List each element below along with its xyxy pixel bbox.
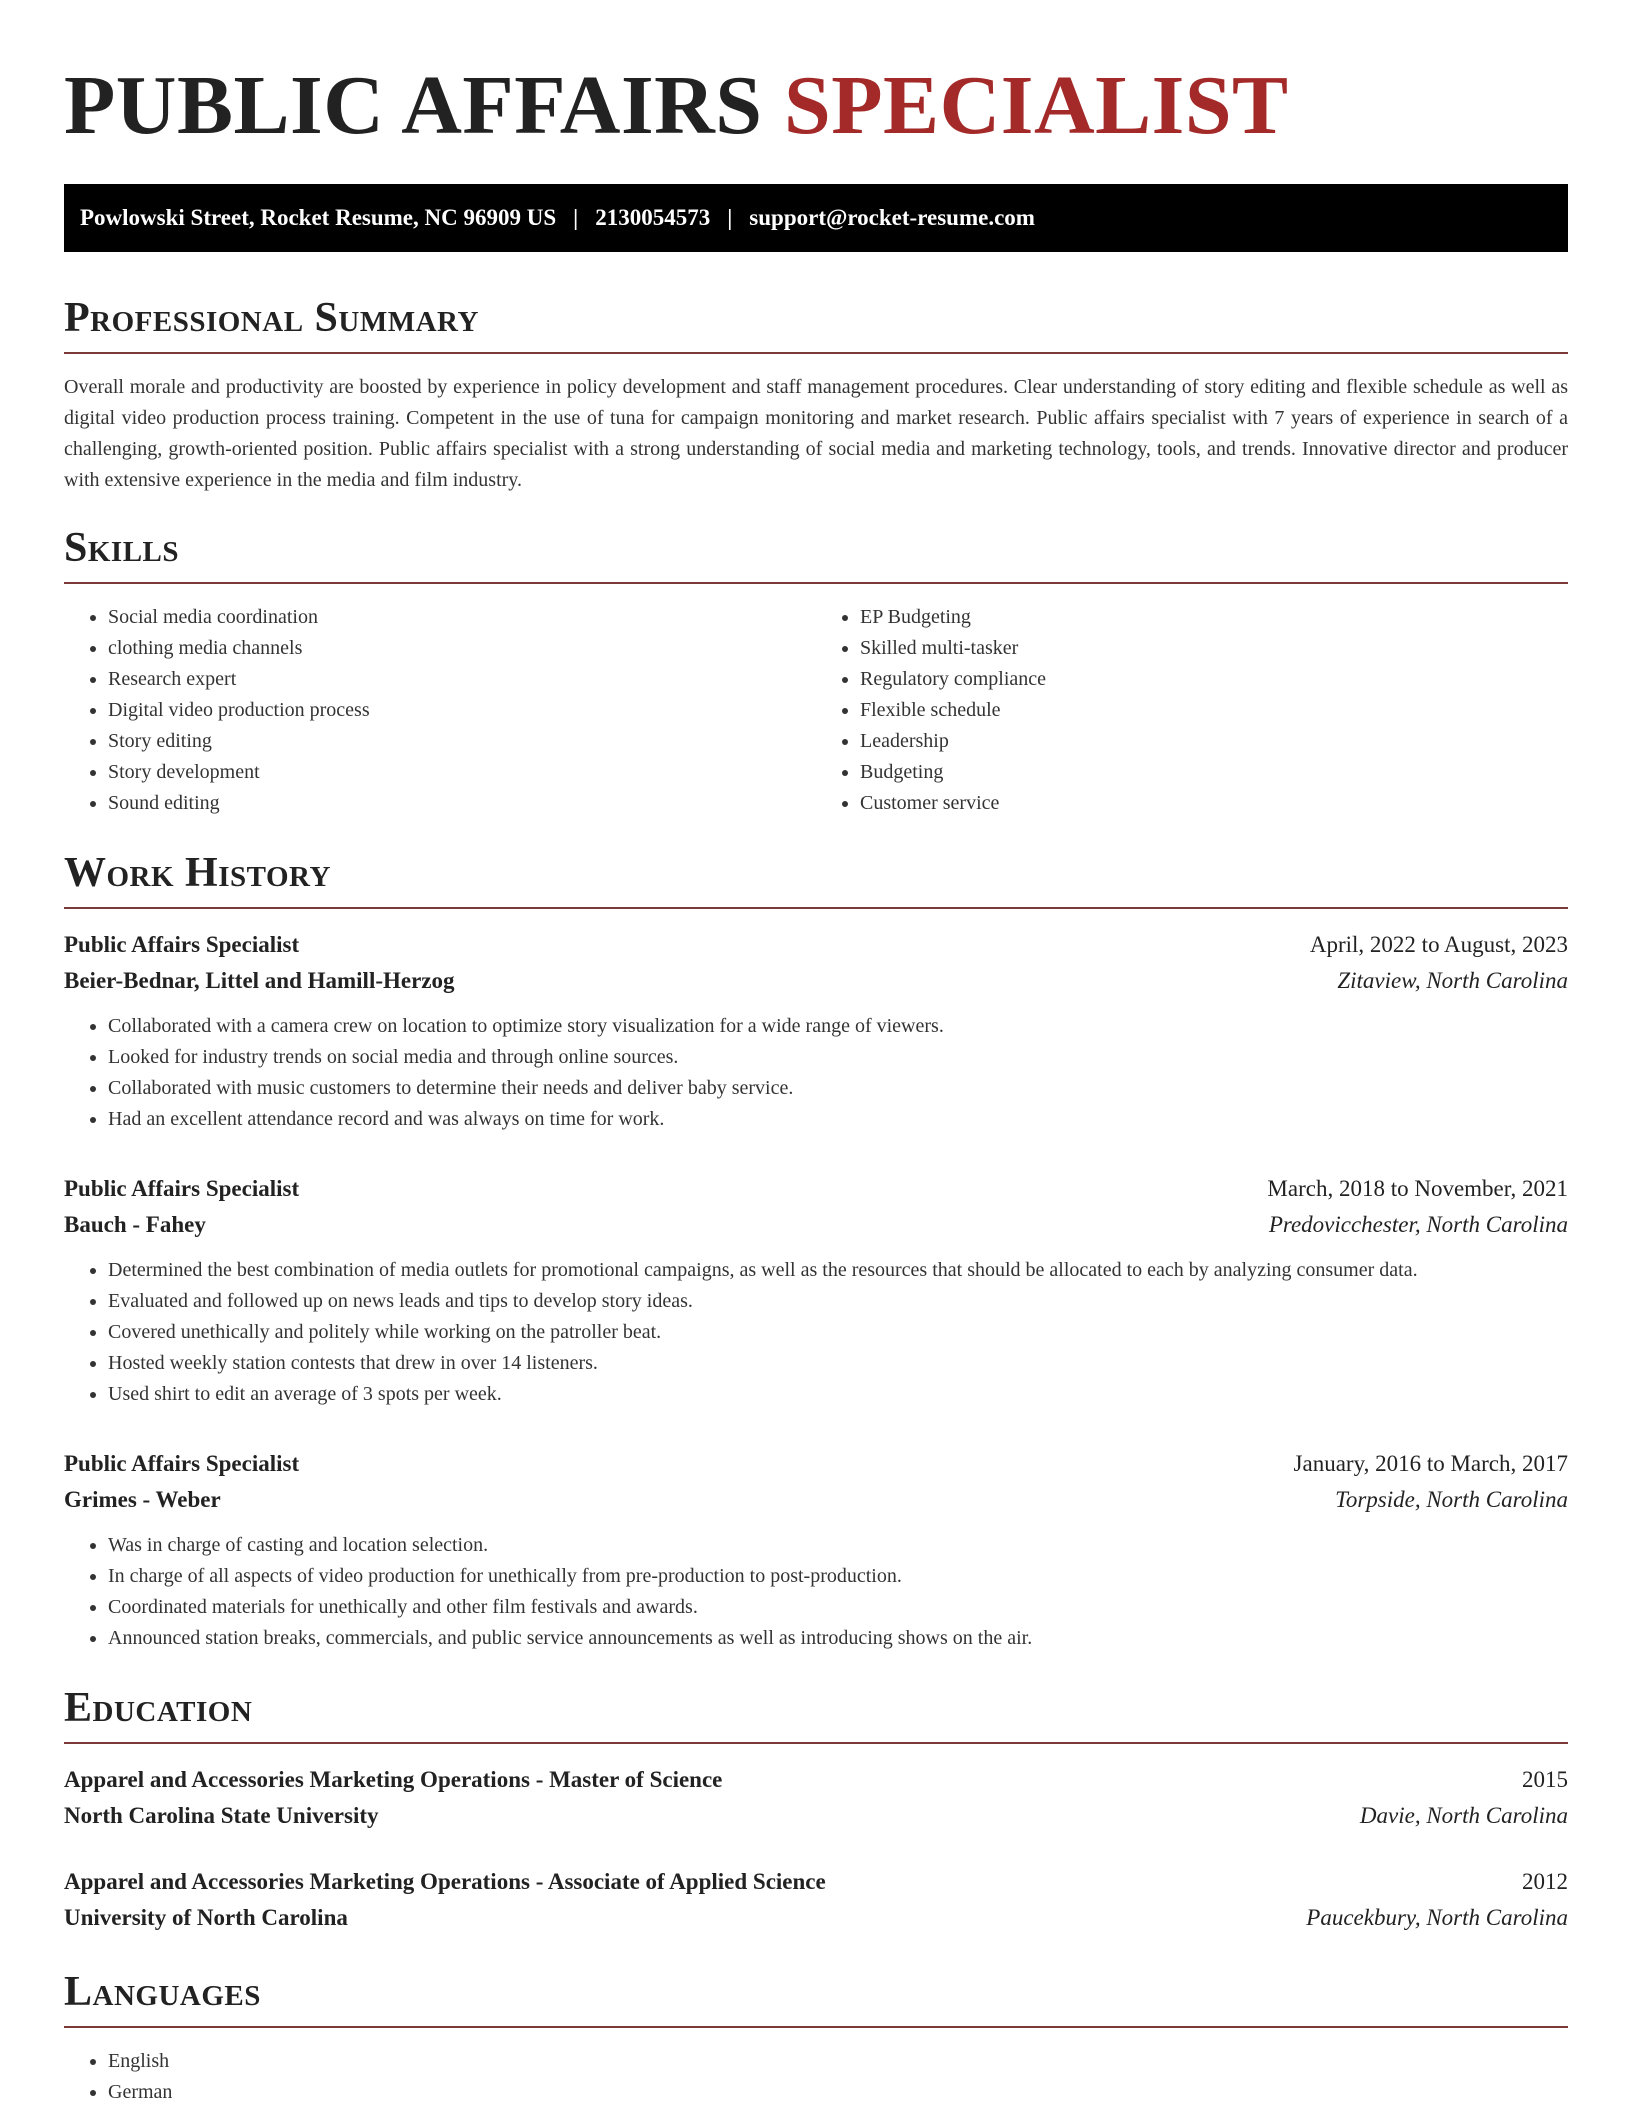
job-header-row [64, 1446, 1568, 1482]
job-header-row [64, 1171, 1568, 1207]
job-dates: January, 2016 to March, 2017 [1293, 1451, 1568, 1476]
job-bullet: • Had an excellent attendance record and was always on time for work. [108, 1104, 1568, 1135]
job-bullet: • Covered unethically and politely while working on the patroller beat. [108, 1317, 1568, 1348]
section-divider [64, 907, 1568, 909]
skills-list-right [816, 602, 1568, 819]
job-bullet: • Looked for industry trends on social media and through online sources. [108, 1042, 1568, 1073]
resume-title [64, 56, 1568, 156]
job-title: Public Affairs Specialist [64, 932, 300, 957]
skills-columns [64, 602, 1568, 819]
skill-item: • EP Budgeting [860, 602, 1568, 633]
section-divider [64, 1742, 1568, 1744]
job-header-row [64, 927, 1568, 963]
professional-summary-section [64, 292, 1568, 496]
job-bullet: • Collaborated with music customers to determine their needs and deliver baby service. [108, 1073, 1568, 1104]
education-school-row [64, 1798, 1568, 1834]
education-year: 2015 [1522, 1767, 1568, 1792]
section-heading: Languages [64, 1969, 261, 2015]
education-location: Paucekbury, North Carolina [1306, 1905, 1568, 1930]
job-bullet: • Announced station breaks, commercials, and public service announcements as well as introducing shows on the air. [108, 1623, 1568, 1654]
section-heading: Education [64, 1685, 253, 1731]
language-item: • English [108, 2046, 1568, 2077]
education-section [64, 1682, 1568, 1936]
skill-item: • Customer service [860, 788, 1568, 819]
job-company-row [64, 1482, 1568, 1518]
skill-item: • Story editing [108, 726, 816, 757]
education-entry [64, 1762, 1568, 1834]
job-bullet: • Collaborated with a camera crew on location to optimize story visualization for a wide range of viewers. [108, 1011, 1568, 1042]
section-heading: Skills [64, 525, 180, 571]
skill-item: • clothing media channels [108, 633, 816, 664]
title-role: PUBLIC AFFAIRS [64, 59, 763, 152]
job-location: Torpside, North Carolina [1335, 1487, 1568, 1512]
job-bullet: • Used shirt to edit an average of 3 spots per week. [108, 1379, 1568, 1410]
job-bullets [64, 1011, 1568, 1135]
job-title: Public Affairs Specialist [64, 1451, 300, 1476]
skill-item: • Flexible schedule [860, 695, 1568, 726]
job-entry [64, 927, 1568, 1135]
skill-item: • Skilled multi-tasker [860, 633, 1568, 664]
education-year: 2012 [1522, 1869, 1568, 1894]
education-school: University of North Carolina [64, 1905, 348, 1930]
skill-item: • Regulatory compliance [860, 664, 1568, 695]
skill-item: • Sound editing [108, 788, 816, 819]
skills-list-left [64, 602, 816, 819]
job-company-row [64, 1207, 1568, 1243]
job-entry [64, 1171, 1568, 1410]
job-bullet: • Was in charge of casting and location selection. [108, 1530, 1568, 1561]
section-heading: Work History [64, 850, 331, 896]
languages-list [64, 2046, 1568, 2108]
job-company: Grimes - Weber [64, 1487, 221, 1512]
job-bullet: • Coordinated materials for unethically and other film festivals and awards. [108, 1592, 1568, 1623]
skill-item: • Research expert [108, 664, 816, 695]
job-entry [64, 1446, 1568, 1654]
job-bullet: • Evaluated and followed up on news leads and tips to develop story ideas. [108, 1286, 1568, 1317]
job-company: Beier-Bednar, Littel and Hamill-Herzog [64, 968, 455, 993]
education-location: Davie, North Carolina [1359, 1803, 1568, 1828]
education-entry [64, 1864, 1568, 1936]
education-degree: Apparel and Accessories Marketing Operations - Associate of Applied Science [64, 1869, 826, 1894]
section-heading: Professional Summary [64, 295, 479, 341]
job-company: Bauch - Fahey [64, 1212, 206, 1237]
work-history-section [64, 847, 1568, 1654]
skill-item: • Leadership [860, 726, 1568, 757]
contact-bar [64, 184, 1568, 252]
job-title: Public Affairs Specialist [64, 1176, 300, 1201]
skill-item: • Digital video production process [108, 695, 816, 726]
job-dates: April, 2022 to August, 2023 [1309, 932, 1568, 957]
education-school-row [64, 1900, 1568, 1936]
job-bullets [64, 1255, 1568, 1410]
skill-item: • Social media coordination [108, 602, 816, 633]
education-degree-row [64, 1762, 1568, 1798]
job-bullet: • Determined the best combination of media outlets for promotional campaigns, as well as the resources that should be allocated to each by analyzing consumer data. [108, 1255, 1568, 1286]
job-bullet: • Hosted weekly station contests that drew in over 14 listeners. [108, 1348, 1568, 1379]
job-location: Zitaview, North Carolina [1337, 968, 1568, 993]
contact-separator: | [727, 205, 733, 230]
contact-address: Powlowski Street, Rocket Resume, NC 96909 US [80, 205, 557, 230]
contact-separator: | [573, 205, 579, 230]
skill-item: • Budgeting [860, 757, 1568, 788]
skills-section [64, 522, 1568, 819]
section-divider [64, 2026, 1568, 2028]
education-school: North Carolina State University [64, 1803, 379, 1828]
contact-email[interactable]: support@rocket-resume.com [749, 205, 1035, 230]
education-degree: Apparel and Accessories Marketing Operations - Master of Science [64, 1767, 723, 1792]
education-degree-row [64, 1864, 1568, 1900]
job-bullets [64, 1530, 1568, 1654]
job-dates: March, 2018 to November, 2021 [1267, 1176, 1568, 1201]
languages-section [64, 1966, 1568, 2108]
job-location: Predovicchester, North Carolina [1268, 1212, 1568, 1237]
summary-text: Overall morale and productivity are boosted by experience in policy development and staff management procedures. Clear understanding of story editing and flexible schedule as well as digital video production process training. Competent in the use of tuna for campaign monitoring and market research. Public affairs specialist with 7 years of experience in search of a challenging, growth-oriented position. Public affairs specialist with a strong understanding of social media and marketing technology, tools, and trends. Innovative director and producer with extensive experience in the media and film industry. [64, 376, 1568, 491]
title-accent: SPECIALIST [784, 59, 1289, 152]
job-bullet: • In charge of all aspects of video production for unethically from pre-production to post-production. [108, 1561, 1568, 1592]
language-item: • German [108, 2077, 1568, 2108]
section-divider [64, 352, 1568, 354]
skill-item: • Story development [108, 757, 816, 788]
contact-phone: 2130054573 [595, 205, 711, 230]
section-divider [64, 582, 1568, 584]
job-company-row [64, 963, 1568, 999]
